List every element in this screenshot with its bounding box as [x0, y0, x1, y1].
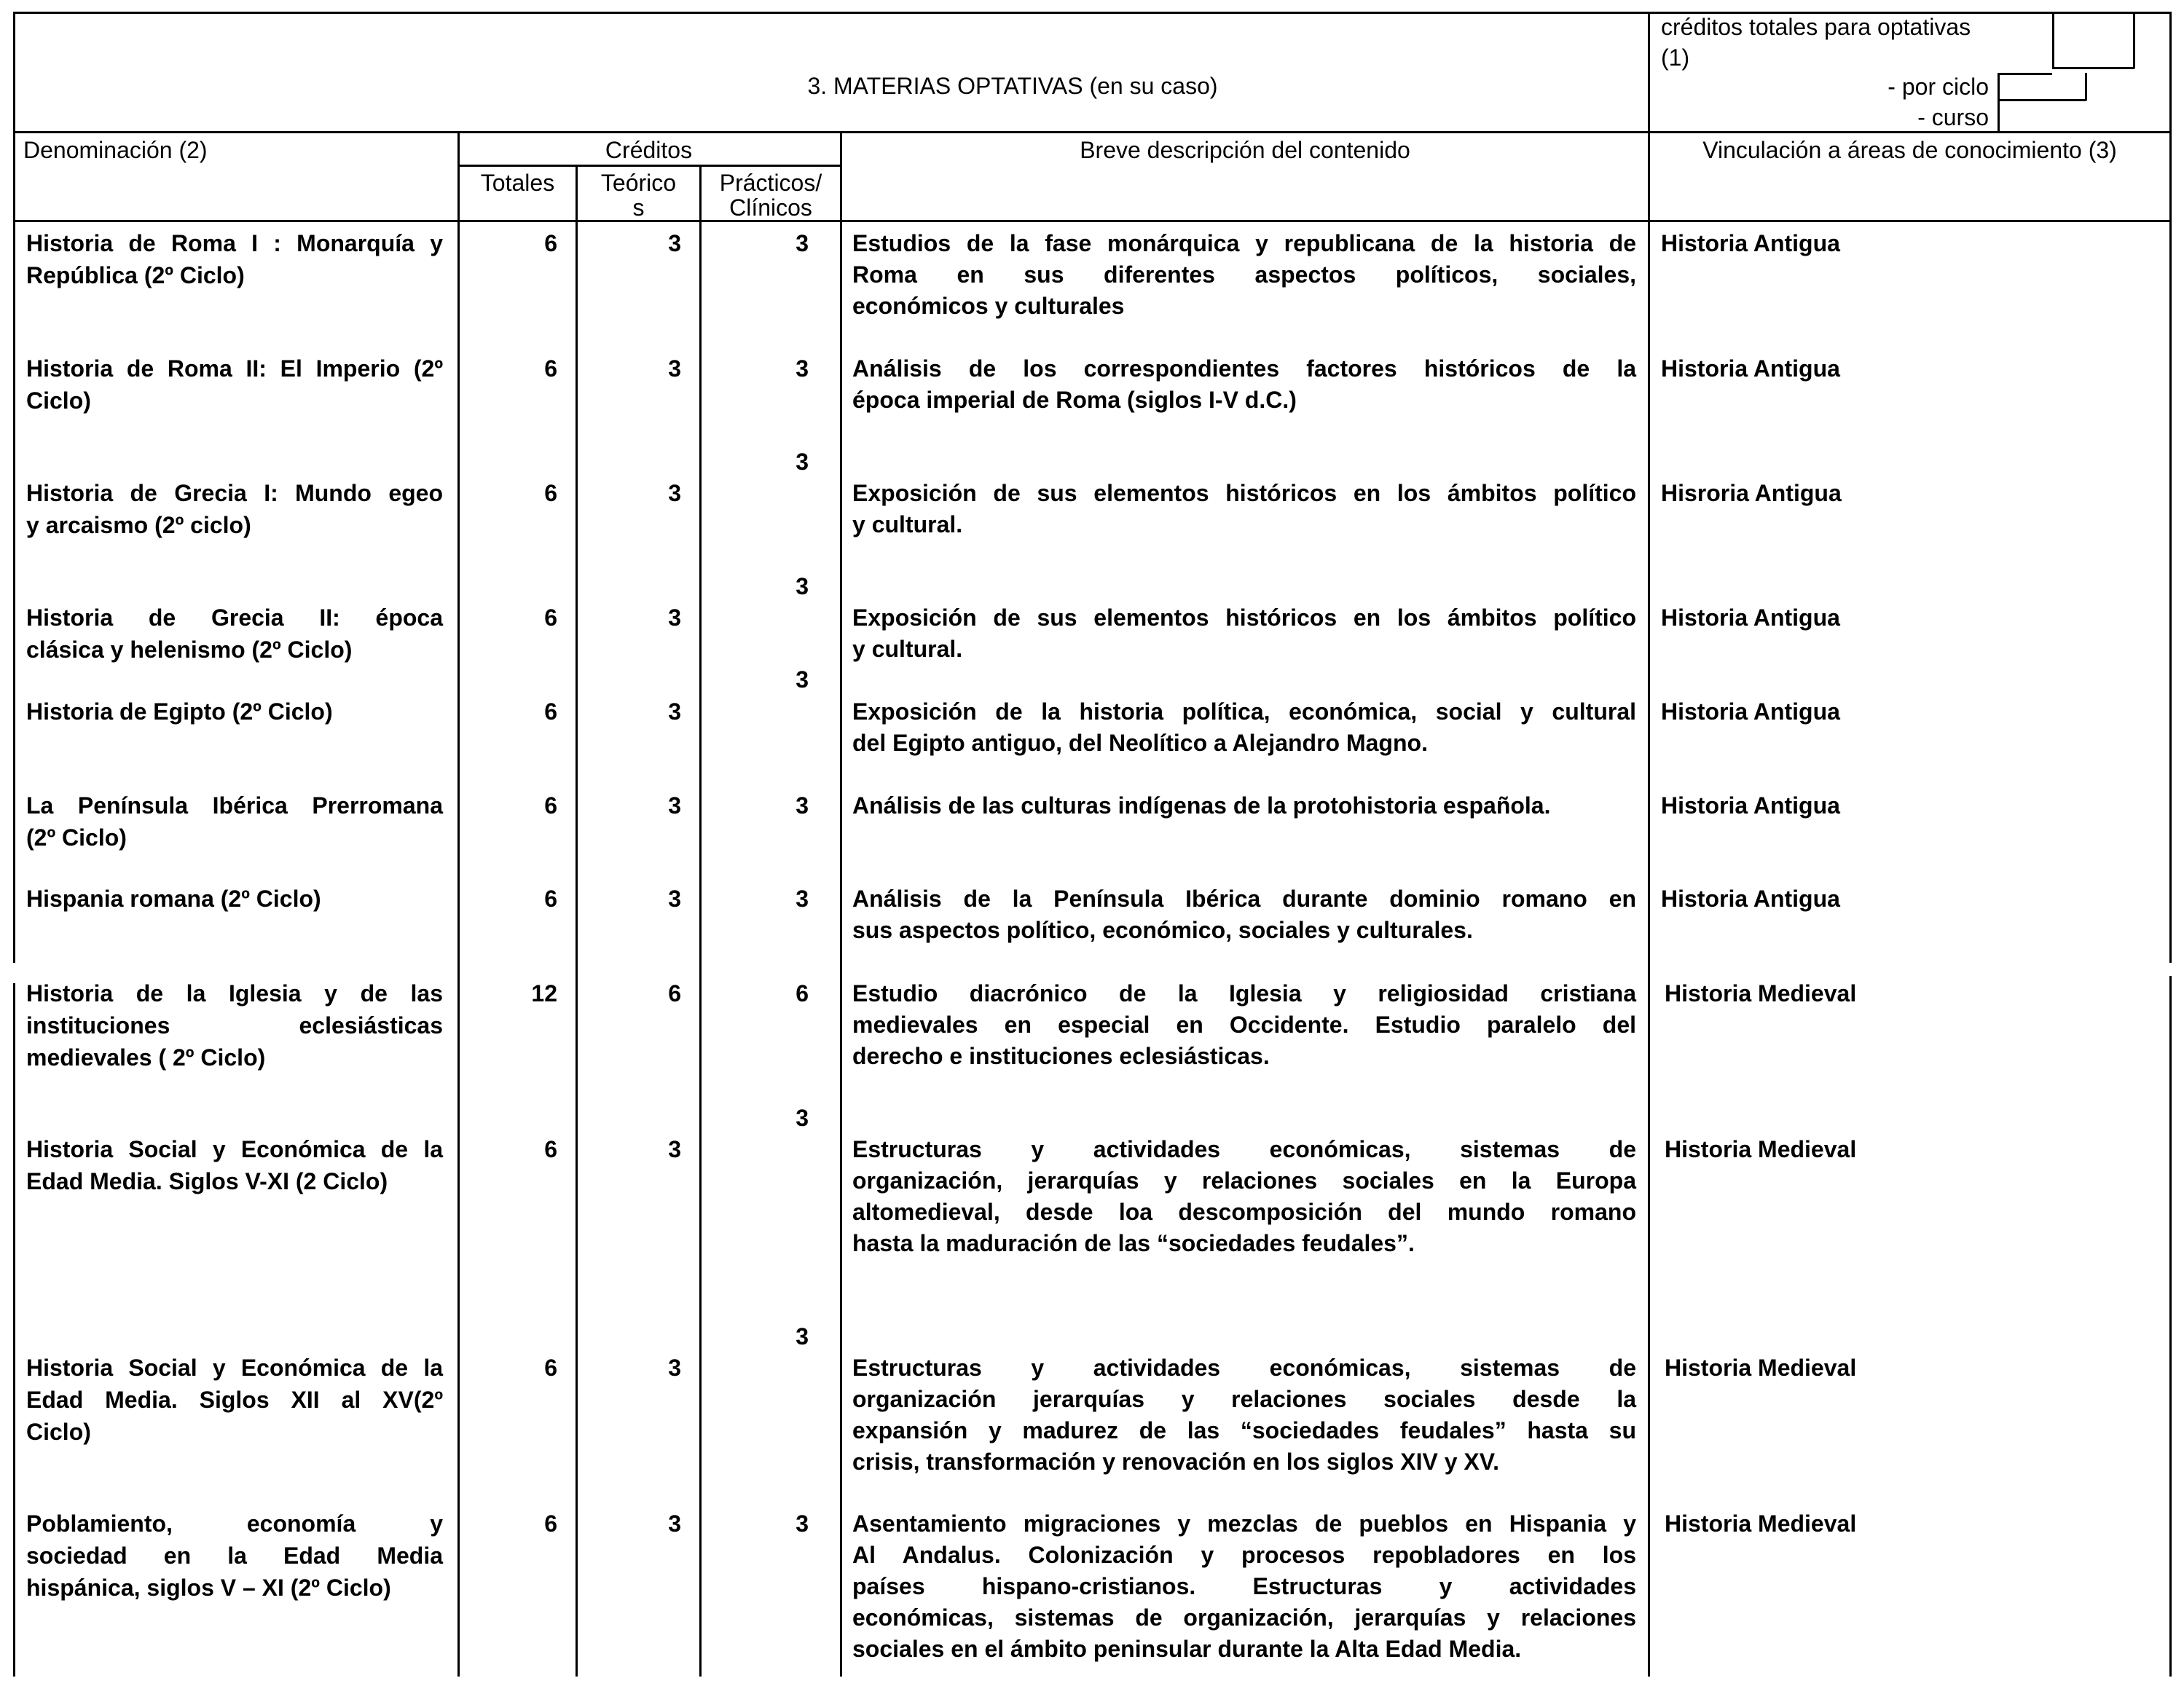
course-name: República (2º Ciclo)	[26, 262, 245, 288]
per-course-label: - curso	[1917, 104, 1989, 130]
col-denominacion: Denominación (2)	[23, 137, 208, 163]
course-name: Historia de Roma II: El Imperio (2º	[26, 355, 443, 382]
credits-total: 6	[544, 1510, 557, 1537]
description-line: organización, jerarquías y relaciones sociales en la Europa	[852, 1167, 1636, 1194]
description-line: Roma en sus diferentes aspectos políticos, sociales,	[852, 261, 1636, 288]
credits-total: 12	[531, 980, 557, 1007]
course-name: Historia Social y Económica de la	[26, 1355, 443, 1381]
course-name: Edad Media. Siglos V-XI (2 Ciclo)	[26, 1168, 388, 1194]
course-name: Edad Media. Siglos XII al XV(2º	[26, 1387, 443, 1413]
description-line: Asentamiento migraciones y mezclas de pueblos en Hispania y	[852, 1510, 1636, 1537]
section-title: 3. MATERIAS OPTATIVAS (en su caso)	[807, 73, 1218, 99]
course-name: medievales ( 2º Ciclo)	[26, 1044, 266, 1071]
description-line: Análisis de las culturas indígenas de la protohistoria española.	[852, 792, 1551, 819]
description-line: Análisis de los correspondientes factores históricos de la	[852, 355, 1636, 382]
credits-total: 6	[544, 886, 557, 912]
description-line: Exposición de sus elementos históricos en los ámbitos político	[852, 480, 1636, 506]
course-name: Historia Social y Económica de la	[26, 1136, 443, 1162]
credits-practice: 3	[796, 1323, 809, 1350]
credits-total-note: (1)	[1661, 44, 1690, 71]
knowledge-area: Historia Antigua	[1661, 230, 1840, 256]
course-name: Hispania romana (2º Ciclo)	[26, 886, 321, 912]
description-line: y cultural.	[852, 636, 963, 662]
knowledge-area: Hisroria Antigua	[1661, 480, 1842, 506]
knowledge-area: Historia Antigua	[1661, 604, 1840, 631]
description-line: época imperial de Roma (siglos I-V d.C.)	[852, 387, 1297, 413]
credits-practice: 3	[796, 666, 809, 693]
knowledge-area: Historia Medieval	[1665, 980, 1857, 1007]
col-descripcion: Breve descripción del contenido	[1080, 137, 1410, 163]
description-line: países hispano-cristianos. Estructuras y actividades	[852, 1573, 1636, 1599]
credits-theory: 3	[668, 1136, 681, 1162]
credits-theory: 6	[668, 980, 681, 1007]
credits-practice: 3	[796, 886, 809, 912]
course-name: Historia de la Iglesia y de las	[26, 980, 443, 1007]
description-line: altomedieval, desde loa descomposición del mundo romano	[852, 1199, 1636, 1225]
credits-practice: 6	[796, 980, 809, 1007]
credits-theory: 3	[668, 886, 681, 912]
col-teoricos-1: Teórico	[600, 170, 677, 196]
course-name: hispánica, siglos V – XI (2º Ciclo)	[26, 1575, 391, 1601]
course-name: y arcaismo (2º ciclo)	[26, 512, 251, 538]
credits-total: 6	[544, 230, 557, 256]
description-line: Al Andalus. Colonización y procesos repobladores en los	[852, 1542, 1636, 1568]
credits-theory: 3	[668, 480, 681, 506]
col-vinculacion: Vinculación a áreas de conocimiento (3)	[1702, 137, 2117, 163]
description-line: económicos y culturales	[852, 293, 1125, 319]
course-name: Historia de Grecia I: Mundo egeo	[26, 480, 443, 506]
credits-theory: 3	[668, 230, 681, 256]
credits-practice: 3	[796, 573, 809, 599]
course-name: instituciones eclesiásticas	[26, 1012, 443, 1039]
course-name: Historia de Egipto (2º Ciclo)	[26, 698, 333, 725]
knowledge-area: Historia Antigua	[1661, 792, 1840, 819]
knowledge-area: Historia Medieval	[1665, 1355, 1857, 1381]
course-name: clásica y helenismo (2º Ciclo)	[26, 637, 353, 663]
credits-total: 6	[544, 1355, 557, 1381]
knowledge-area: Historia Antigua	[1661, 886, 1840, 912]
credits-total: 6	[544, 480, 557, 506]
credits-total: 6	[544, 355, 557, 382]
credits-practice: 3	[796, 1105, 809, 1131]
knowledge-area: Historia Medieval	[1665, 1510, 1857, 1537]
description-line: Estructuras y actividades económicas, sistemas de	[852, 1136, 1636, 1162]
description-line: sus aspectos político, económico, sociales y culturales.	[852, 917, 1473, 943]
credits-theory: 3	[668, 792, 681, 819]
credits-practice: 3	[796, 792, 809, 819]
credits-total: 6	[544, 604, 557, 631]
credits-theory: 3	[668, 1355, 681, 1381]
knowledge-area: Historia Antigua	[1661, 355, 1840, 382]
course-name: Historia de Roma I : Monarquía y	[26, 230, 443, 256]
description-line: Exposición de la historia política, económica, social y cultural	[852, 698, 1636, 725]
col-practicos-1: Prácticos/	[719, 170, 822, 196]
credits-total: 6	[544, 698, 557, 725]
description-line: económicas, sistemas de organización, jerarquías y relaciones	[852, 1604, 1636, 1631]
course-name: Ciclo)	[26, 387, 91, 414]
description-line: medievales en especial en Occidente. Estudio paralelo del	[852, 1012, 1636, 1038]
credits-total: 6	[544, 1136, 557, 1162]
per-cycle-label: - por ciclo	[1888, 74, 1989, 100]
credits-total-label: créditos totales para optativas	[1661, 14, 1971, 40]
description-line: organización jerarquías y relaciones sociales desde la	[852, 1386, 1636, 1412]
credits-practice: 3	[796, 355, 809, 382]
col-teoricos-2: s	[632, 194, 645, 221]
col-practicos-2: Clínicos	[729, 194, 812, 221]
credits-theory: 3	[668, 604, 681, 631]
col-creditos: Créditos	[605, 137, 693, 163]
course-name: (2º Ciclo)	[26, 824, 127, 851]
col-totales: Totales	[480, 170, 555, 196]
description-line: Estudios de la fase monárquica y republicana de la historia de	[852, 230, 1636, 256]
description-line: hasta la maduración de las “sociedades feudales”.	[852, 1230, 1415, 1256]
credits-theory: 3	[668, 1510, 681, 1537]
course-name: Ciclo)	[26, 1419, 91, 1445]
description-line: derecho e instituciones eclesiásticas.	[852, 1043, 1270, 1069]
course-name: sociedad en la Edad Media	[26, 1543, 443, 1569]
description-line: y cultural.	[852, 511, 963, 537]
description-line: sociales en el ámbito peninsular durante la Alta Edad Media.	[852, 1636, 1522, 1662]
course-name: Poblamiento, economía y	[26, 1510, 443, 1537]
description-line: Estudio diacrónico de la Iglesia y religiosidad cristiana	[852, 980, 1636, 1007]
knowledge-area: Historia Medieval	[1665, 1136, 1857, 1162]
knowledge-area: Historia Antigua	[1661, 698, 1840, 725]
description-line: Exposición de sus elementos históricos en los ámbitos político	[852, 604, 1636, 631]
course-name: Historia de Grecia II: época	[26, 604, 443, 631]
credits-theory: 3	[668, 698, 681, 725]
credits-total: 6	[544, 792, 557, 819]
credits-practice: 3	[796, 449, 809, 475]
description-line: crisis, transformación y renovación en los siglos XIV y XV.	[852, 1449, 1500, 1475]
course-name: La Península Ibérica Prerromana	[26, 792, 443, 819]
description-line: del Egipto antiguo, del Neolítico a Alejandro Magno.	[852, 730, 1428, 756]
credits-practice: 3	[796, 1510, 809, 1537]
credits-theory: 3	[668, 355, 681, 382]
description-line: Estructuras y actividades económicas, sistemas de	[852, 1355, 1636, 1381]
description-line: Análisis de la Península Ibérica durante dominio romano en	[852, 886, 1636, 912]
credits-practice: 3	[796, 230, 809, 256]
description-line: expansión y madurez de las “sociedades feudales” hasta su	[852, 1417, 1636, 1443]
